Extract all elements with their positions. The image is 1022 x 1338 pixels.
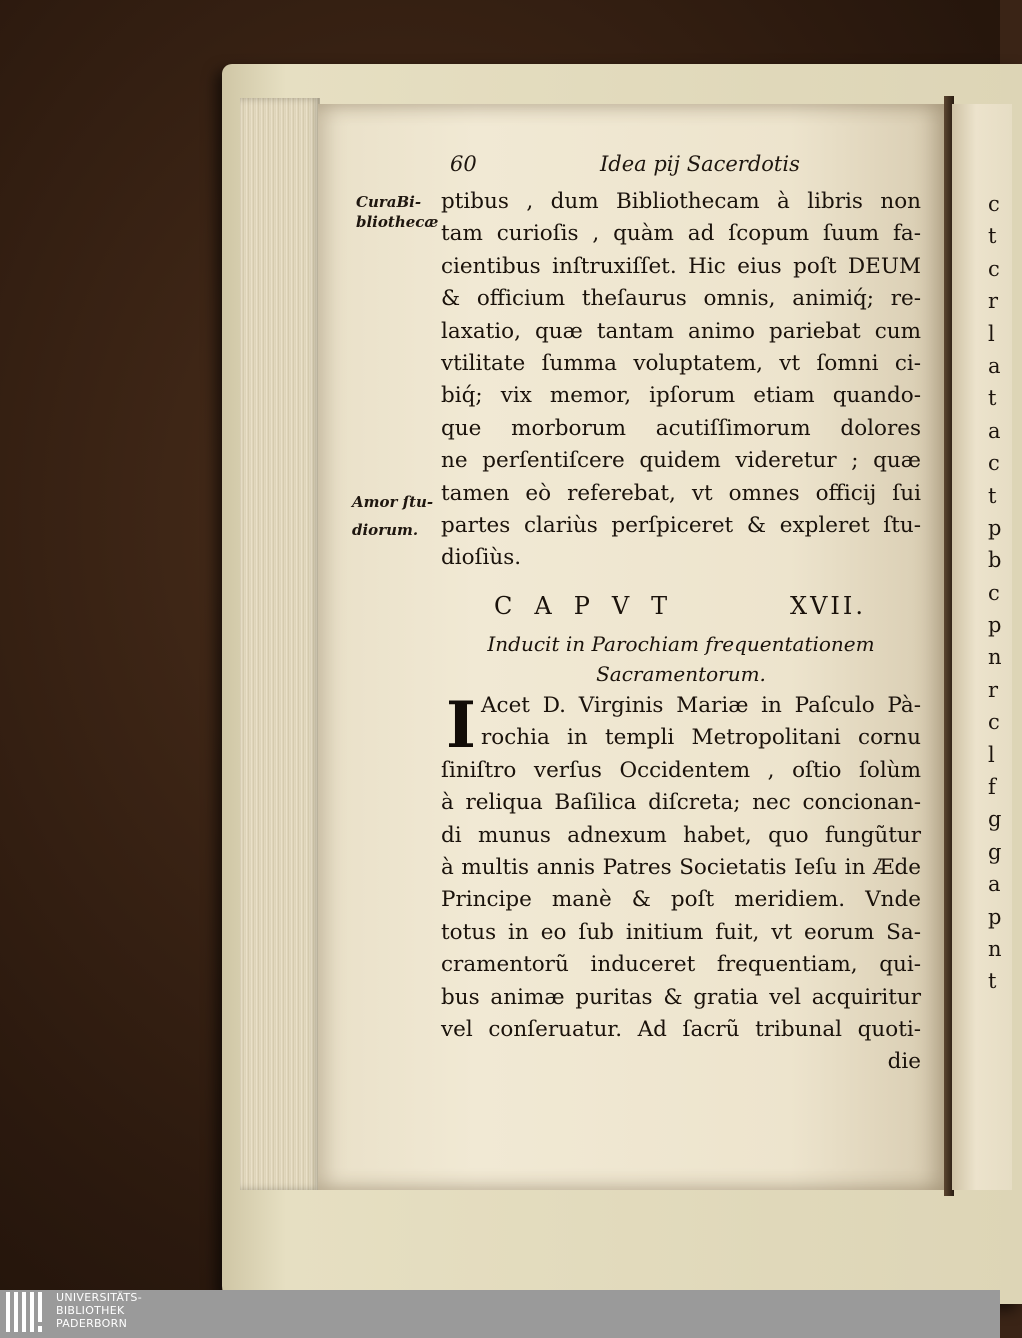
text-line: que morborum acutiſſimorum dolores <box>441 415 921 441</box>
right-letter: p <box>988 904 1002 929</box>
right-letter: r <box>988 289 999 314</box>
page-number: 60 <box>450 152 477 176</box>
text-line: à reliqua Baſilica diſcreta; nec concionan- <box>441 790 921 816</box>
chapter-subtitle-line1: Inducit in Parochiam frequentationem <box>487 632 875 656</box>
running-head <box>450 152 830 182</box>
text-line: Acet D. Virginis Mariæ in Paſculo Pà- <box>481 693 921 718</box>
margin-note-line: Amor ſtu- <box>352 493 434 511</box>
chapter-heading <box>494 592 904 628</box>
text-line: di munus adnexum habet, quo fungũtur <box>441 822 921 848</box>
text-line: & officium theſaurus omnis, animiq́; re- <box>441 286 921 312</box>
text-line: ne perſentiſcere quidem videretur ; quæ <box>441 448 921 474</box>
margin-note-line: CuraBi- <box>356 193 422 211</box>
right-letter: t <box>988 224 997 249</box>
page-edges <box>240 98 320 1190</box>
chapter-subtitle-line2: Sacramentorum. <box>596 662 766 686</box>
right-letter: g <box>988 839 1002 864</box>
text-line: vel conſeruatur. Ad ſacrũ tribunal quoti- <box>441 1016 921 1042</box>
paragraph-1 <box>441 186 921 575</box>
right-letter: l <box>988 742 995 767</box>
text-line: tamen eò referebat, vt omnes officij ſui <box>441 480 921 506</box>
text-line: totus in eo ſub initium fuit, vt eorum Sa- <box>441 919 921 945</box>
chapter-caput: CAPVT <box>494 592 690 620</box>
right-letter: l <box>988 321 995 346</box>
library-name-line: PADERBORN <box>56 1317 128 1330</box>
text-line: cientibus inſtruxiſſet. Hic eius poſt DEUM <box>441 253 921 279</box>
margin-note-amor-studiorum <box>352 492 433 540</box>
library-footer <box>0 1290 1000 1338</box>
right-letter: t <box>988 483 997 508</box>
right-letter: c <box>988 710 1000 735</box>
right-letter: f <box>988 775 996 800</box>
right-letter: r <box>988 677 999 702</box>
right-letter: c <box>988 256 1000 281</box>
text-line: laxatio, quæ tantam animo pariebat cum <box>441 318 921 344</box>
right-letter: g <box>988 807 1002 832</box>
text-line: biq́; vix memor, ipſorum etiam quando- <box>441 383 921 409</box>
right-letter: c <box>988 580 1000 605</box>
running-title: Idea pij Sacerdotis <box>600 152 800 176</box>
text-line: vtilitate ſumma voluptatem, vt ſomni ci- <box>441 350 921 376</box>
right-letter: a <box>988 872 1001 897</box>
right-letter: t <box>988 969 997 994</box>
margin-note-cura-bibliothecae <box>356 192 438 232</box>
library-name-line: BIBLIOTHEK <box>56 1304 125 1317</box>
right-letter: c <box>988 192 1000 216</box>
right-letter: b <box>988 548 1002 573</box>
right-letter: c <box>988 451 1000 476</box>
right-letter: n <box>988 936 1002 961</box>
right-letter: a <box>988 353 1001 378</box>
right-letter: p <box>988 613 1002 638</box>
text-line: tam curioſis , quàm ad ſcopum ſuum fa- <box>441 221 921 247</box>
library-logo-icon <box>6 1292 50 1332</box>
text-line: ptibus , dum Bibliothecam à libris non <box>441 189 921 214</box>
drop-cap: I <box>446 688 476 763</box>
paragraph-2 <box>441 690 921 1079</box>
text-line: cramentorũ induceret frequentiam, qui- <box>441 952 921 978</box>
right-letter: a <box>988 418 1001 443</box>
text-line: rochia in templi Metropolitani cornu <box>481 725 921 751</box>
text-line: partes clariùs perſpiceret & expleret ſtu- <box>441 512 921 538</box>
right-letter: t <box>988 386 997 411</box>
right-letter: n <box>988 645 1002 670</box>
margin-note-line: bliothecæ <box>356 213 439 231</box>
text-line: dioſiùs. <box>441 545 522 571</box>
library-name <box>56 1291 256 1330</box>
right-letter: p <box>988 515 1002 540</box>
text-line: ſiniſtro verſus Occidentem , oſtio ſolùm <box>441 757 921 783</box>
text-line: à multis annis Patres Societatis Ieſu in Æde <box>441 854 921 880</box>
chapter-number: XVII. <box>790 592 867 620</box>
text-line: bus animæ puritas & gratia vel acquiritur <box>441 984 921 1010</box>
right-page-letters <box>988 188 1008 998</box>
text-line: Principe manè & poſt meridiem. Vnde <box>441 887 921 913</box>
margin-note-line: diorum. <box>352 521 419 539</box>
catchword: die <box>887 1049 921 1075</box>
library-name-line: UNIVERSITÄTS- <box>56 1291 142 1304</box>
